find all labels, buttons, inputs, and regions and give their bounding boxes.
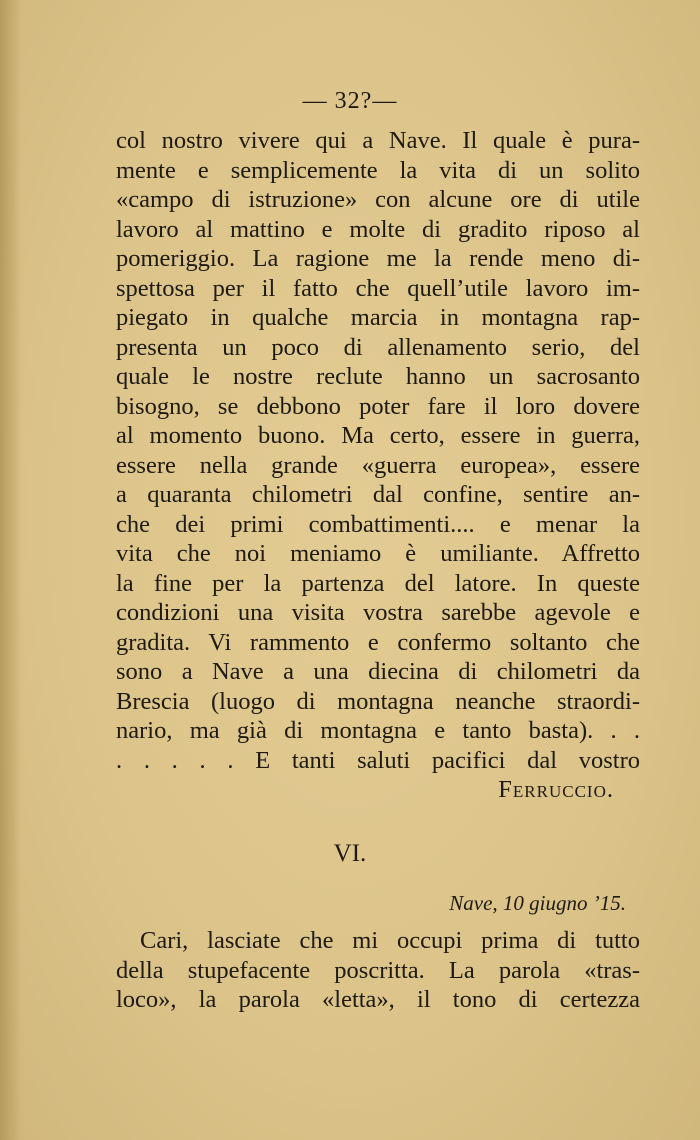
dateline: Nave, 10 giugno ’15. xyxy=(449,891,626,915)
text-line: condizioni una visita vostra sarebbe agevole e xyxy=(116,599,640,626)
text-line: nario, ma già di montagna e tanto basta). . . xyxy=(116,717,640,744)
text-line: bisogno, se debbono poter fare il loro dovere xyxy=(116,392,640,420)
text-line: spettosa per il fatto che quell’utile lavoro im- xyxy=(116,274,640,302)
text-line: mente e semplicemente la vita di un solito xyxy=(116,156,640,184)
text-line: al momento buono. Ma certo, essere in guerra, xyxy=(116,422,640,449)
letter-body xyxy=(116,126,640,805)
text-line: sono a Nave a una diecina di chilometri da xyxy=(116,658,640,685)
text-line: gradita. Vi rammento e confermo soltanto che xyxy=(116,628,640,656)
text-line: essere nella grande «guerra europea», essere xyxy=(116,451,640,479)
text-line: Brescia (luogo di montagna neanche straordi- xyxy=(116,687,640,715)
signature: Ferruccio. xyxy=(498,776,614,803)
page-edge-shadow xyxy=(0,0,22,1140)
text-line: lavoro al mattino e molte di gradito riposo al xyxy=(116,215,640,243)
text-line: quale le nostre reclute hanno un sacrosanto xyxy=(116,363,640,390)
text-line: della stupefacente poscritta. La parola «tras- xyxy=(116,956,640,984)
section-heading: VI. xyxy=(333,840,367,867)
text-line: presenta un poco di allenamento serio, del xyxy=(116,333,640,361)
text-line: che dei primi combattimenti.... e menar la xyxy=(116,510,640,538)
text-line: piegato in qualche marcia in montagna rap- xyxy=(116,304,640,331)
page-number: — 32?— xyxy=(302,88,398,114)
text-line: . . . . . E tanti saluti pacifici dal vostro xyxy=(116,746,640,774)
text-line: la fine per la partenza del latore. In queste xyxy=(116,569,640,597)
text-line: col nostro vivere qui a Nave. Il quale è pura- xyxy=(116,127,640,154)
text-line: vita che noi meniamo è umiliante. Affretto xyxy=(116,540,640,567)
text-line: pomeriggio. La ragione me la rende meno di- xyxy=(116,245,640,272)
text-line: a quaranta chilometri dal confine, sentire an- xyxy=(116,481,640,508)
text-line: «campo di istruzione» con alcune ore di utile xyxy=(116,186,640,213)
text-line: loco», la parola «letta», il tono di certezza xyxy=(116,986,640,1013)
letter-body-2 xyxy=(116,926,640,1015)
text-line: Cari, lasciate che mi occupi prima di tutto xyxy=(140,927,640,954)
